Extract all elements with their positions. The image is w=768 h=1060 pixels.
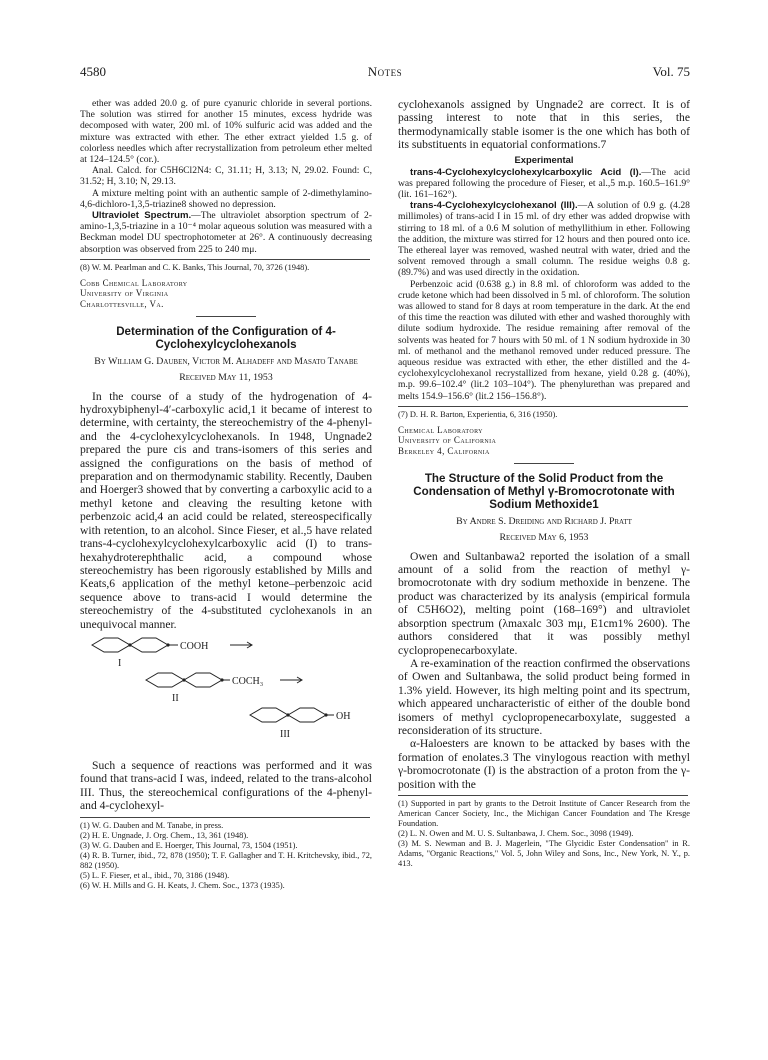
address-line: University of California	[398, 435, 497, 446]
section-divider	[196, 316, 256, 317]
experimental-acid	[398, 167, 690, 201]
ring-shape	[146, 673, 184, 687]
footnote: (2) L. N. Owen and M. U. S. Sultanbawa, J. Chem. Soc., 3098 (1949).	[398, 828, 634, 838]
group-cooh: COOH	[180, 640, 209, 652]
ring-shape	[184, 673, 222, 687]
footnote: (4) R. B. Turner, ibid., 72, 878 (1950); T. F. Gallagher and T. H. Kritchevsky, ibid., 72, 882 (1950).	[80, 850, 372, 870]
article-received: Received May 11, 1953	[179, 371, 273, 383]
experimental-acid-text: —The acid was prepared following the procedure of Fieser, et al.,5 m.p. 160.5–161.9° (lit. 161–162°).	[398, 166, 690, 201]
footnote: (5) L. F. Fieser, et al., ibid., 70, 3186 (1948).	[80, 870, 230, 880]
experimental-alcohol-text: —A solution of 0.9 g. (4.28 millimoles) of trans-acid I in 15 ml. of dry ether was added dropwise with stirring to 18 ml. of a 0.6 M solution of methyllithium in ether. Following the addition, the mixture was stirred for 12 hours and then poured onto ice. The ethereal layer was removed, washed neutral with water, dried and the solvent removed through a small column. The residue weighs 0.8 g. (89.7%) and was used directly in the oxidation.	[398, 200, 690, 279]
address-line: University of Virginia	[80, 288, 169, 299]
label-i: I	[118, 657, 122, 669]
experimental-heading: Experimental	[514, 153, 574, 165]
article2-para: A re-examination of the reaction confirmed the observations of Owen and Sultanbawa, the solid product being formed in 1.3% yield. However, its high melting point and its spectrum, which appeared uncharacteristic of either of the double bond isomers of methyl cyclopropenecarboxylate, suggested a reconsideration of its structure.	[398, 656, 690, 737]
ring-shape	[92, 638, 130, 652]
page-number: 4580	[80, 64, 106, 79]
article2-title: The Structure of the Solid Product from the Condensation of Methyl γ-Bromocrotonate with Sodium Methoxide1	[413, 471, 675, 511]
footnote-rule	[80, 259, 370, 260]
prev-footnote: (8) W. M. Pearlman and C. K. Banks, This Journal, 70, 3726 (1948).	[80, 262, 310, 272]
volume-label: Vol. 75	[652, 64, 690, 79]
footnote: (3) M. S. Newman and B. J. Magerlein, "The Glycidic Ester Condensation" in R. Adams, "Organic Reactions," Vol. 5, John Wiley and Sons, Inc., New York, N. Y., p. 413.	[398, 838, 690, 868]
left-column	[80, 98, 372, 891]
footnote: (6) W. H. Mills and G. H. Keats, J. Chem. Soc., 1373 (1935).	[80, 880, 285, 890]
article2-authors: By Andre S. Dreiding and Richard J. Pratt	[456, 515, 632, 527]
footnote-rule	[398, 795, 688, 796]
footnote: (2) H. E. Ungnade, J. Org. Chem., 13, 361 (1948).	[80, 830, 249, 840]
ring-shape	[288, 708, 326, 722]
address	[398, 425, 690, 457]
label-iii: III	[280, 728, 290, 740]
address-line: Chemical Laboratory	[398, 424, 483, 435]
page-header	[80, 64, 690, 82]
address-line: Cobb Chemical Laboratory	[80, 277, 188, 288]
article2-received: Received May 6, 1953	[499, 531, 589, 543]
reaction-scheme	[80, 635, 372, 753]
article2-para: α-Haloesters are known to be attacked by bases with the formation of enolates.3 The vinylogous reaction with methyl γ-bromocrotonate (I) is the abstraction of a proton from the γ-position with the	[398, 737, 690, 791]
footnote-rule	[80, 817, 370, 818]
scheme-drawing	[80, 635, 372, 753]
prev-analysis: Anal. Calcd. for C5H6Cl2N4: C, 31.11; H, 3.13; N, 29.02. Found: C, 31.52; H, 3.10; N, 29.13.	[80, 165, 372, 188]
article-authors: By William G. Dauben, Victor M. Alhadeff and Masato Tanabe	[94, 355, 358, 367]
experimental-alcohol	[398, 200, 690, 278]
uv-paragraph	[80, 210, 372, 255]
continued-paragraph: cyclohexanols assigned by Ungnade2 are correct. It is of passing interest to note that in this series, the thermodynamically stable isomer is the one which has both of its substituents in equatorial conformations.7	[398, 98, 690, 152]
uv-heading: Ultraviolet Spectrum.	[92, 210, 192, 222]
prev-address	[80, 278, 372, 310]
label-ii: II	[172, 692, 179, 704]
group-oh: OH	[336, 710, 351, 722]
section-divider	[514, 463, 574, 464]
footnote: (1) W. G. Dauben and M. Tanabe, in press.	[80, 820, 224, 830]
article2-para: Owen and Sultanbawa2 reported the isolation of a small amount of a solid from the reaction of methyl γ-bromocrotonate with dry sodium methoxide in benzene. The product was characterized by its analysis (empirical formula of C5H6O2), melting point (168–169°) and ultraviolet absorption spectrum (λmaxalc 303 mμ, E1cm1% 2600). The authors considered that it was possibly methyl cyclopropenecarboxylate.	[398, 549, 690, 657]
prev-mixed-mp: A mixture melting point with an authentic sample of 2-dimethylamino-4,6-dichloro-1,3,5-triazine8 showed no depression.	[80, 187, 372, 210]
footnote: (1) Supported in part by grants to the Detroit Institute of Cancer Research from the American Cancer Society, Inc., the Michigan Cancer Foundation and The Kresge Foundation.	[398, 798, 690, 828]
experimental-alcohol-heading: trans-4-Cyclohexylcyclohexanol (III).	[410, 200, 578, 212]
conclusion-paragraph: Such a sequence of reactions was performed and it was found that trans-acid I was, indeed, related to the trans-alcohol III. Thus, the stereochemical configurations of the 4-phenyl- and 4-cyclohexyl-	[80, 758, 372, 813]
footnote: (3) W. G. Dauben and E. Hoerger, This Journal, 73, 1504 (1951).	[80, 840, 298, 850]
address-line: Charlottesville, Va.	[80, 299, 164, 310]
footnote: (7) D. H. R. Barton, Experientia, 6, 316 (1950).	[398, 409, 558, 419]
prev-article-text: ether was added 20.0 g. of pure cyanuric chloride in several portions. The solution was stirred for another 15 minutes, excess hydride was decomposed with water, 200 ml. of 10% sulfuric acid was added and the mixture was extracted with ether. The ether extract yielded 1.5 g. of colorless needles which after recrystallization from petroleum ether melted at 124–124.5° (cor.).	[80, 98, 372, 166]
ring-shape	[250, 708, 288, 722]
article-title: Determination of the Configuration of 4-Cyclohexylcyclohexanols	[116, 324, 336, 351]
right-column	[398, 98, 690, 869]
ring-shape	[130, 638, 168, 652]
footnote-rule	[398, 406, 688, 407]
uv-text: —The ultraviolet absorption spectrum of 2-amino-1,3,5-triazine in a 10⁻⁴ molar aqueous solution was measured with a Beckman model DU spectrophotometer at 26°. A continuously decreasing absorption was observed from 225 to 240 mμ.	[80, 210, 372, 255]
experimental-acid-heading: trans-4-Cyclohexylcyclohexylcarboxylic Acid (I).	[410, 166, 642, 178]
intro-paragraph: In the course of a study of the hydrogenation of 4-hydroxybiphenyl-4′-carboxylic acid,1 it became of interest to determine, with certainty, the stereochemistry of the 4-phenyl- and the 4-cyclohexylcyclohexanols. In 1948, Ungnade2 prepared the pure cis and trans-isomers of this series and assigned the configurations on the basis of method of preparation and on thermodynamic stability. Recently, Dauben and Hoerger3 showed that by converting a carboxylic acid to a methyl ketone and cleaving the resulting ketone with perbenzoic acid,4 an acid could be related, stereospecifically with retention, to an alcohol. Since Fieser, et al.,5 have related trans-4-cyclohexylcyclohexylcarboxylic acid (I) to trans-hexahydroterephthalic acid, a compound whose stereochemistry has been rigorously established by Mills and Keats,6 application of the methyl ketone–perbenzoic acid sequence above to trans-acid I would determine the stereochemistry of the 4-substituted cyclohexanols in an unequivocal manner.	[80, 389, 372, 631]
running-head: Notes	[367, 64, 403, 79]
address-line: Berkeley 4, California	[398, 446, 490, 457]
group-coch3: COCH₃	[232, 675, 264, 687]
experimental-oxidation: Perbenzoic acid (0.638 g.) in 8.8 ml. of chloroform was added to the crude ketone which had been dissolved in 5 ml. of chloroform. The solution was allowed to stand for 8 days at room temperature in the dark. At the end of this time the reaction was diluted with ether and washed thoroughly with dilute sodium hydroxide. The residue remaining after removal of the solvents was heated for 7 hours with 50 ml. of 1 N sodium hydroxide in 30 ml. of methanol and the methanol removed under reduced pressure. The aqueous residue was extracted with ether, the ether distilled and the 4-cyclohexylcyclohexanol recrystallized from hexane, yield 0.28 g. (40%), m.p. 99.6–102.4° (lit.2 103–104°). The phenylurethan was prepared and melts 154.9–156.6° (lit.2 156–156.8°).	[398, 278, 690, 402]
